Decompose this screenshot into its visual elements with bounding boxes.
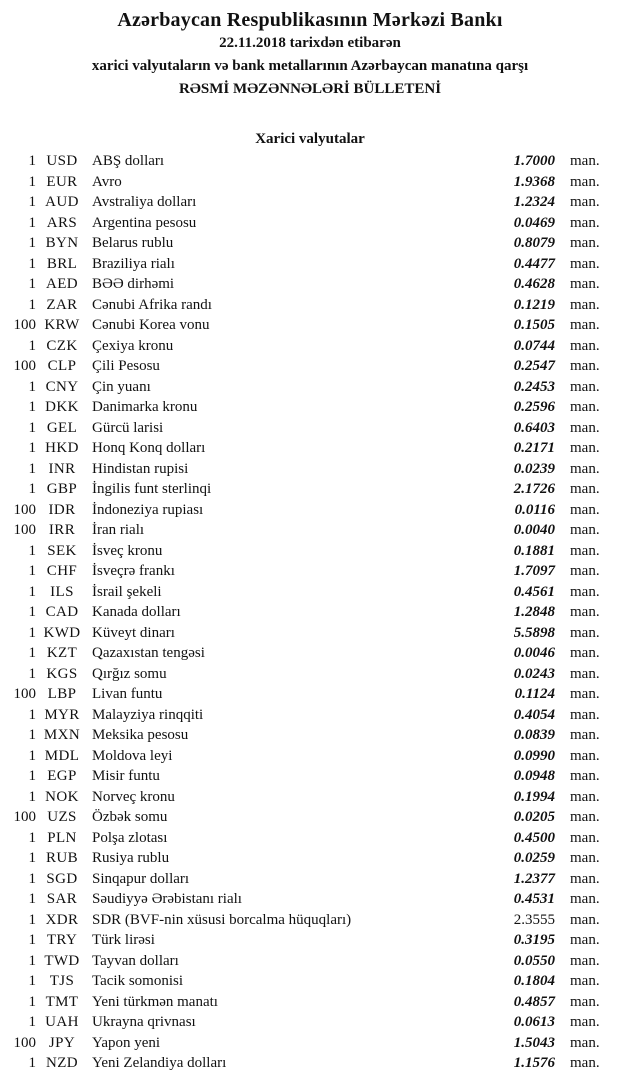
currency-name: Rusiya rublu	[92, 850, 170, 866]
rate-row	[0, 1012, 620, 1033]
rate-value: 2.1726	[513, 481, 555, 497]
currency-code: ARS	[46, 214, 78, 231]
rate-quantity: 1	[28, 829, 36, 846]
rate-unit: man.	[570, 358, 600, 374]
currency-name: Çili Pesosu	[92, 358, 160, 374]
rate-unit: man.	[570, 727, 600, 743]
rate-unit: man.	[570, 952, 600, 969]
rate-row	[0, 951, 620, 972]
rate-unit: man.	[570, 645, 600, 661]
rate-quantity: 1	[28, 870, 36, 887]
currency-name: Tacik somonisi	[92, 973, 184, 989]
rate-quantity: 1	[28, 173, 36, 190]
currency-code: BRL	[46, 255, 78, 272]
rate-row	[0, 295, 620, 316]
rates-table	[0, 151, 620, 1073]
rate-unit: man.	[570, 829, 600, 846]
rate-unit: man.	[570, 809, 600, 825]
rate-row	[0, 233, 620, 254]
currency-name: Ukrayna qrivnası	[92, 1014, 196, 1030]
rate-value: 0.0550	[513, 952, 555, 969]
currency-name: Çin yuanı	[92, 378, 151, 395]
rate-value: 0.1505	[513, 317, 555, 333]
currency-name: Danimarka kronu	[92, 399, 198, 415]
currency-name: Cənubi Afrika randı	[92, 296, 212, 313]
rate-value: 5.5898	[513, 624, 555, 641]
rate-value: 1.2324	[513, 194, 555, 210]
rate-quantity: 1	[28, 460, 36, 477]
rate-row	[0, 684, 620, 705]
currency-code: NZD	[45, 1055, 79, 1071]
currency-code: KRW	[44, 317, 80, 333]
rate-value: 0.0613	[513, 1014, 555, 1030]
currency-code: XDR	[45, 911, 79, 928]
rate-unit: man.	[570, 706, 600, 723]
rate-row	[0, 541, 620, 562]
currency-code: JPY	[48, 1034, 76, 1051]
currency-name: Moldova leyi	[92, 747, 173, 764]
rate-value: 0.0469	[513, 214, 555, 231]
rate-quantity: 1	[28, 891, 36, 907]
rate-value: 0.2171	[513, 440, 555, 456]
rate-value: 0.0239	[513, 460, 555, 477]
rate-row	[0, 643, 620, 664]
rate-unit: man.	[570, 214, 600, 231]
rate-unit: man.	[570, 419, 600, 436]
currency-name: Cənubi Korea vonu	[92, 317, 210, 333]
rate-quantity: 100	[13, 1034, 36, 1051]
rate-quantity: 1	[28, 850, 36, 866]
currency-name: Malayziya rinqqiti	[92, 706, 204, 723]
rate-quantity: 1	[28, 952, 36, 969]
currency-code: AUD	[45, 194, 79, 210]
rate-row	[0, 213, 620, 234]
rate-row	[0, 869, 620, 890]
rate-row	[0, 582, 620, 603]
rate-quantity: 1	[28, 993, 36, 1010]
currency-code: BYN	[45, 235, 79, 251]
rate-unit: man.	[570, 481, 600, 497]
rate-quantity: 1	[28, 932, 36, 948]
currency-code: CAD	[45, 604, 79, 620]
rate-unit: man.	[570, 1034, 600, 1051]
currency-code: MXN	[43, 727, 81, 743]
rate-quantity: 1	[28, 194, 36, 210]
currency-name: Yeni Zelandiya dolları	[92, 1055, 227, 1071]
rate-value: 0.4561	[513, 583, 555, 600]
currency-code: EGP	[47, 768, 77, 784]
rate-value: 0.1219	[513, 296, 555, 313]
rate-unit: man.	[570, 891, 600, 907]
currency-code: PLN	[47, 829, 77, 846]
currency-code: UAH	[45, 1014, 79, 1030]
rate-row	[0, 520, 620, 541]
rate-quantity: 1	[28, 624, 36, 641]
rate-value: 0.3195	[513, 932, 555, 948]
currency-code: ILS	[50, 583, 74, 600]
rate-value: 0.4500	[513, 829, 555, 846]
currency-name: Honq Konq dolları	[92, 440, 206, 456]
rate-quantity: 1	[28, 706, 36, 723]
rate-row	[0, 746, 620, 767]
currency-code: KWD	[43, 624, 81, 641]
rate-unit: man.	[570, 296, 600, 313]
rate-row	[0, 336, 620, 357]
currency-name: ABŞ dolları	[92, 153, 165, 169]
currency-code: KZT	[46, 645, 78, 661]
currency-code: ZAR	[46, 296, 78, 313]
rate-unit: man.	[570, 870, 600, 887]
currency-name: İngilis funt sterlinqi	[92, 481, 212, 497]
rate-quantity: 1	[28, 645, 36, 661]
rate-value: 1.9368	[513, 173, 555, 190]
rate-quantity: 1	[28, 583, 36, 600]
rate-value: 0.4857	[513, 993, 555, 1010]
currency-code: SGD	[46, 870, 78, 887]
rate-value: 0.0205	[513, 809, 555, 825]
currency-name: Küveyt dinarı	[92, 624, 175, 641]
currency-name: Norveç kronu	[92, 788, 175, 805]
bulletin-subtitle-line: xarici valyutaların və bank metallarının Azərbaycan manatına qarşı	[91, 58, 529, 74]
rate-unit: man.	[570, 973, 600, 989]
rate-quantity: 1	[28, 337, 36, 354]
effective-date-line: 22.11.2018 tarixdən etibarən	[219, 35, 401, 51]
currency-code: HKD	[45, 440, 79, 456]
rate-unit: man.	[570, 747, 600, 764]
rate-row	[0, 254, 620, 275]
rate-quantity: 100	[13, 686, 36, 702]
currency-code: TWD	[44, 952, 80, 969]
rate-value: 1.1576	[513, 1055, 555, 1071]
rate-value: 0.0116	[514, 501, 555, 518]
rate-quantity: 1	[28, 276, 36, 292]
rate-quantity: 1	[28, 153, 36, 169]
currency-code: CNY	[45, 378, 79, 395]
rate-row	[0, 1053, 620, 1073]
currency-code: CHF	[46, 563, 78, 579]
rate-value: 0.1881	[513, 542, 555, 559]
currency-name: İran rialı	[92, 522, 145, 538]
currency-name: Gürcü larisi	[92, 419, 164, 436]
rate-quantity: 1	[28, 378, 36, 395]
rate-value: 0.0839	[513, 727, 555, 743]
currency-name: Hindistan rupisi	[92, 460, 189, 477]
rate-row	[0, 356, 620, 377]
currency-code: NOK	[45, 788, 79, 805]
currency-name: Qazaxıstan tengəsi	[92, 645, 205, 661]
currency-name: Səudiyyə Ərəbistanı rialı	[92, 891, 242, 907]
rate-value: 0.0259	[513, 850, 555, 866]
rate-row	[0, 930, 620, 951]
currency-code: AED	[45, 276, 79, 292]
currency-code: SAR	[46, 891, 78, 907]
rate-row	[0, 397, 620, 418]
rate-row	[0, 807, 620, 828]
currency-name: BƏƏ dirhəmi	[92, 276, 175, 292]
rate-value: 0.1804	[513, 973, 555, 989]
currency-code: TMT	[45, 993, 79, 1010]
currency-name: İsveç kronu	[92, 542, 163, 559]
rate-quantity: 1	[28, 296, 36, 313]
rate-row	[0, 848, 620, 869]
currency-name: Türk lirəsi	[92, 932, 155, 948]
rate-row	[0, 377, 620, 398]
rate-unit: man.	[570, 153, 600, 169]
currency-name: Livan funtu	[92, 686, 163, 702]
bank-name-title: Azərbaycan Respublikasının Mərkəzi Bankı	[117, 9, 503, 31]
currency-code: TRY	[46, 932, 78, 948]
rate-row	[0, 479, 620, 500]
currency-code: SEK	[47, 542, 77, 559]
rate-value: 0.0990	[513, 747, 555, 764]
rate-unit: man.	[570, 1055, 600, 1071]
rate-quantity: 1	[28, 419, 36, 436]
currency-name: Yapon yeni	[92, 1034, 161, 1051]
bulletin-title: RƏSMİ MƏZƏNNƏLƏRİ BÜLLETENİ	[178, 81, 442, 97]
rate-value: 0.4531	[513, 891, 555, 907]
currency-code: UZS	[47, 809, 77, 825]
currency-code: USD	[46, 153, 78, 169]
rate-value: 0.0040	[513, 522, 555, 538]
rate-row	[0, 274, 620, 295]
currency-name: Yeni türkmən manatı	[92, 993, 218, 1010]
rate-value: 0.4628	[513, 276, 555, 292]
rate-row	[0, 971, 620, 992]
rate-quantity: 1	[28, 235, 36, 251]
currency-name: İndoneziya rupiası	[92, 501, 204, 518]
rate-quantity: 100	[13, 522, 36, 538]
rate-value: 0.1124	[514, 686, 555, 702]
bulletin-header	[0, 8, 620, 101]
rate-value: 0.2547	[513, 358, 555, 374]
rate-row	[0, 172, 620, 193]
rate-quantity: 1	[28, 747, 36, 764]
rate-unit: man.	[570, 1014, 600, 1030]
rate-row	[0, 787, 620, 808]
currency-code: MDL	[44, 747, 80, 764]
currency-name: Avro	[92, 173, 122, 190]
rate-value: 0.0948	[513, 768, 555, 784]
currency-name: Avstraliya dolları	[92, 194, 197, 210]
currency-name: Qırğız somu	[92, 665, 167, 682]
rate-row	[0, 664, 620, 685]
rate-row	[0, 910, 620, 931]
rate-value: 1.7097	[513, 563, 555, 579]
currency-name: İsrail şekeli	[92, 583, 162, 600]
rate-row	[0, 705, 620, 726]
rate-value: 0.2453	[513, 378, 555, 395]
rate-quantity: 1	[28, 727, 36, 743]
currency-code: IDR	[48, 501, 76, 518]
rate-value: 0.0046	[513, 645, 555, 661]
rate-quantity: 1	[28, 563, 36, 579]
rate-quantity: 1	[28, 911, 36, 928]
rate-value: 0.6403	[513, 419, 555, 436]
rate-row	[0, 828, 620, 849]
currency-code: LBP	[47, 686, 77, 702]
currency-name: Argentina pesosu	[92, 214, 197, 231]
currency-name: Polşa zlotası	[92, 829, 168, 846]
rate-unit: man.	[570, 399, 600, 415]
rate-row	[0, 992, 620, 1013]
currency-name: Tayvan dolları	[92, 952, 179, 969]
currency-code: CZK	[46, 337, 78, 354]
rate-unit: man.	[570, 932, 600, 948]
currency-name: Sinqapur dolları	[92, 870, 190, 887]
section-title-foreign-currencies: Xarici valyutalar	[255, 131, 365, 147]
rate-unit: man.	[570, 911, 600, 928]
rate-unit: man.	[570, 255, 600, 272]
rate-unit: man.	[570, 276, 600, 292]
rate-unit: man.	[570, 542, 600, 559]
currency-name: Kanada dolları	[92, 604, 181, 620]
currency-code: CLP	[47, 358, 77, 374]
rate-row	[0, 192, 620, 213]
rate-quantity: 1	[28, 788, 36, 805]
rate-quantity: 1	[28, 214, 36, 231]
rate-unit: man.	[570, 850, 600, 866]
currency-name: Meksika pesosu	[92, 727, 189, 743]
rate-unit: man.	[570, 768, 600, 784]
rate-value: 2.3555	[513, 911, 555, 928]
rate-row	[0, 1033, 620, 1054]
rate-quantity: 1	[28, 768, 36, 784]
rate-unit: man.	[570, 993, 600, 1010]
rate-row	[0, 315, 620, 336]
rate-quantity: 1	[28, 973, 36, 989]
currency-name: Çexiya kronu	[92, 337, 174, 354]
rate-quantity: 1	[28, 481, 36, 497]
currency-code: TJS	[49, 973, 75, 989]
rate-unit: man.	[570, 440, 600, 456]
rate-unit: man.	[570, 501, 600, 518]
rate-value: 0.2596	[513, 399, 555, 415]
rate-unit: man.	[570, 173, 600, 190]
rate-unit: man.	[570, 686, 600, 702]
rate-quantity: 1	[28, 1014, 36, 1030]
rate-row	[0, 561, 620, 582]
currency-name: Braziliya rialı	[92, 255, 175, 272]
rate-row	[0, 151, 620, 172]
currency-code: RUB	[45, 850, 79, 866]
rate-quantity: 1	[28, 255, 36, 272]
rate-unit: man.	[570, 317, 600, 333]
currency-name: İsveçrə frankı	[92, 563, 175, 579]
rate-unit: man.	[570, 337, 600, 354]
rate-unit: man.	[570, 604, 600, 620]
rate-quantity: 100	[13, 809, 36, 825]
currency-code: DKK	[45, 399, 79, 415]
rate-quantity: 1	[28, 604, 36, 620]
rate-quantity: 1	[28, 440, 36, 456]
rate-unit: man.	[570, 235, 600, 251]
rate-unit: man.	[570, 378, 600, 395]
rate-row	[0, 725, 620, 746]
currency-code: KGS	[46, 665, 78, 682]
currency-name: Misir funtu	[92, 768, 160, 784]
rate-unit: man.	[570, 563, 600, 579]
rate-unit: man.	[570, 788, 600, 805]
rate-value: 1.5043	[513, 1034, 555, 1051]
rate-row	[0, 766, 620, 787]
rate-quantity: 100	[13, 358, 36, 374]
rate-value: 0.0744	[513, 337, 555, 354]
rate-quantity: 1	[28, 542, 36, 559]
rate-value: 1.2377	[513, 870, 555, 887]
rate-unit: man.	[570, 522, 600, 538]
rate-unit: man.	[570, 665, 600, 682]
currency-name: Özbək somu	[92, 809, 168, 825]
rate-row	[0, 889, 620, 910]
rate-unit: man.	[570, 624, 600, 641]
currency-code: GEL	[46, 419, 78, 436]
rate-quantity: 1	[28, 399, 36, 415]
rate-value: 0.4054	[513, 706, 555, 723]
currency-code: IRR	[48, 522, 76, 538]
currency-code: INR	[48, 460, 76, 477]
currency-code: EUR	[46, 173, 78, 190]
rate-row	[0, 459, 620, 480]
currency-name: Belarus rublu	[92, 235, 174, 251]
rate-value: 0.4477	[513, 255, 555, 272]
rate-value: 0.1994	[513, 788, 555, 805]
rate-value: 1.2848	[513, 604, 555, 620]
rate-row	[0, 438, 620, 459]
rate-value: 0.0243	[513, 665, 555, 682]
rate-unit: man.	[570, 583, 600, 600]
rate-row	[0, 418, 620, 439]
currency-name: SDR (BVF-nin xüsusi borcalma hüquqları)	[92, 911, 352, 928]
rate-quantity: 100	[13, 317, 36, 333]
rate-row	[0, 602, 620, 623]
rate-unit: man.	[570, 194, 600, 210]
rate-row	[0, 623, 620, 644]
rate-value: 0.8079	[513, 235, 555, 251]
rate-row	[0, 500, 620, 521]
rate-value: 1.7000	[513, 153, 555, 169]
rate-unit: man.	[570, 460, 600, 477]
currency-code: GBP	[46, 481, 78, 497]
rate-quantity: 1	[28, 1055, 36, 1071]
rate-quantity: 100	[13, 501, 36, 518]
currency-code: MYR	[44, 706, 80, 723]
rate-quantity: 1	[28, 665, 36, 682]
